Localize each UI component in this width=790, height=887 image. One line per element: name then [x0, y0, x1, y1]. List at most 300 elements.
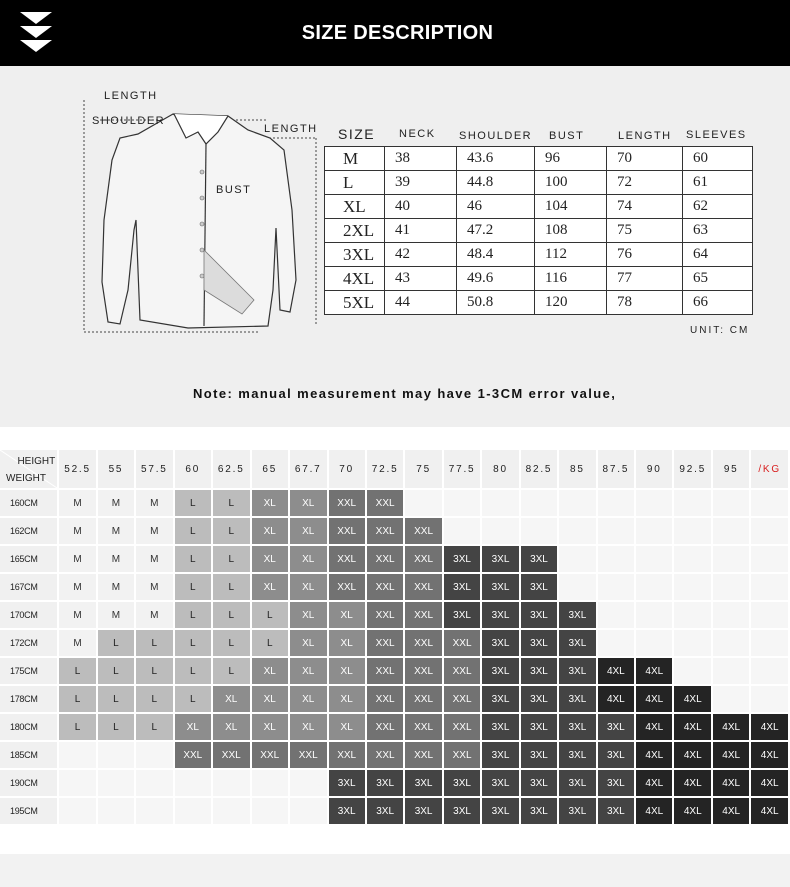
size-recommendation-cell: M — [59, 546, 98, 574]
empty-cell — [598, 630, 637, 658]
size-recommendation-cell: 4XL — [598, 658, 637, 686]
size-chart-table — [324, 146, 753, 315]
size-recommendation-cell: XXL — [367, 742, 406, 770]
size-recommendation-cell: 4XL — [674, 742, 713, 770]
measure-cell: 49.6 — [457, 267, 535, 291]
size-recommendation-cell: L — [175, 658, 213, 686]
size-recommendation-cell: 3XL — [559, 630, 597, 658]
size-recommendation-cell: XXL — [367, 630, 406, 658]
height-row — [0, 658, 790, 686]
size-recommendation-cell: XXL — [367, 686, 406, 714]
empty-cell — [598, 490, 637, 518]
measure-cell: 104 — [535, 195, 607, 219]
empty-cell — [751, 630, 790, 658]
empty-cell — [751, 602, 790, 630]
size-recommendation-cell: 3XL — [329, 798, 367, 826]
size-recommendation-cell: XXL — [444, 686, 483, 714]
weight-header-cell: 92.5 — [674, 450, 713, 490]
size-recommendation-cell: L — [175, 574, 213, 602]
empty-cell — [213, 770, 252, 798]
weight-header-cell: 75 — [405, 450, 443, 490]
measure-cell: 96 — [535, 147, 607, 171]
measure-cell: 108 — [535, 219, 607, 243]
size-recommendation-cell: XXL — [444, 742, 483, 770]
size-recommendation-cell: 3XL — [367, 798, 406, 826]
size-recommendation-cell: M — [59, 630, 98, 658]
empty-cell — [674, 658, 713, 686]
size-recommendation-cell: M — [59, 490, 98, 518]
weight-header-cell: 95 — [713, 450, 751, 490]
size-recommendation-cell: XL — [175, 714, 213, 742]
size-recommendation-cell: XL — [252, 490, 290, 518]
size-recommendation-cell: 3XL — [482, 546, 520, 574]
measure-cell: 116 — [535, 267, 607, 291]
size-cell: XL — [325, 195, 385, 219]
size-recommendation-cell: 3XL — [559, 798, 597, 826]
measure-cell: 75 — [607, 219, 683, 243]
size-recommendation-cell: L — [59, 686, 98, 714]
size-recommendation-cell: XXL — [329, 546, 367, 574]
size-recommendation-cell: XL — [252, 714, 290, 742]
measure-cell: 100 — [535, 171, 607, 195]
size-row — [325, 267, 753, 291]
height-row — [0, 798, 790, 826]
weight-header-cell: 57.5 — [136, 450, 175, 490]
empty-cell — [636, 546, 674, 574]
size-recommendation-cell: 3XL — [521, 770, 560, 798]
measure-cell: 70 — [607, 147, 683, 171]
size-recommendation-cell: 3XL — [444, 602, 483, 630]
size-recommendation-cell: M — [136, 574, 175, 602]
size-recommendation-cell: XXL — [405, 686, 443, 714]
size-recommendation-cell: XL — [213, 714, 252, 742]
size-recommendation-cell: XXL — [252, 742, 290, 770]
size-recommendation-cell: 3XL — [521, 574, 560, 602]
measure-cell: 60 — [683, 147, 753, 171]
size-recommendation-cell: 3XL — [444, 546, 483, 574]
size-recommendation-cell: 3XL — [482, 658, 520, 686]
size-recommendation-cell: M — [59, 574, 98, 602]
weight-unit-label: /KG — [751, 450, 790, 490]
bottom-band — [0, 854, 790, 887]
measure-cell: 112 — [535, 243, 607, 267]
weight-header-cell: 72.5 — [367, 450, 406, 490]
size-recommendation-cell: XL — [329, 658, 367, 686]
size-recommendation-cell: 4XL — [751, 798, 790, 826]
height-label-cell: 175CM — [0, 658, 59, 686]
measure-cell: 43 — [385, 267, 457, 291]
empty-cell — [482, 518, 520, 546]
empty-cell — [252, 770, 290, 798]
size-recommendation-cell: XL — [290, 714, 329, 742]
size-recommendation-cell: XL — [213, 686, 252, 714]
size-recommendation-cell: 3XL — [329, 770, 367, 798]
weight-header-cell: 90 — [636, 450, 674, 490]
size-header: SIZE — [338, 126, 376, 142]
unit-label: UNIT: CM — [690, 325, 750, 336]
size-recommendation-cell: L — [136, 630, 175, 658]
measure-cell: 65 — [683, 267, 753, 291]
size-recommendation-cell: XL — [290, 518, 329, 546]
size-recommendation-cell: L — [213, 602, 252, 630]
size-recommendation-cell: M — [136, 490, 175, 518]
size-recommendation-cell: XXL — [329, 518, 367, 546]
size-cell: L — [325, 171, 385, 195]
bust-header: BUST — [549, 130, 585, 142]
size-recommendation-cell: 3XL — [482, 686, 520, 714]
empty-cell — [674, 546, 713, 574]
diagram-label-shoulder: SHOULDER — [92, 115, 166, 127]
size-recommendation-cell: 4XL — [636, 798, 674, 826]
size-recommendation-cell: 3XL — [598, 798, 637, 826]
measure-cell: 40 — [385, 195, 457, 219]
empty-cell — [751, 686, 790, 714]
size-cell: 3XL — [325, 243, 385, 267]
empty-cell — [444, 518, 483, 546]
measure-cell: 61 — [683, 171, 753, 195]
size-row — [325, 147, 753, 171]
empty-cell — [559, 546, 597, 574]
height-label-cell: 180CM — [0, 714, 59, 742]
size-recommendation-cell: 4XL — [674, 798, 713, 826]
measure-cell: 120 — [535, 291, 607, 315]
measure-cell: 64 — [683, 243, 753, 267]
size-recommendation-cell: M — [98, 518, 136, 546]
measure-cell: 76 — [607, 243, 683, 267]
measure-cell: 47.2 — [457, 219, 535, 243]
empty-cell — [213, 798, 252, 826]
height-weight-grid — [0, 450, 790, 826]
empty-cell — [175, 798, 213, 826]
empty-cell — [482, 490, 520, 518]
size-row — [325, 171, 753, 195]
height-row — [0, 630, 790, 658]
size-recommendation-cell: 3XL — [482, 742, 520, 770]
size-recommendation-cell: XXL — [367, 658, 406, 686]
size-cell: 4XL — [325, 267, 385, 291]
size-recommendation-cell: XXL — [405, 658, 443, 686]
corner-weight-label: WEIGHT — [6, 473, 46, 484]
size-recommendation-cell: XL — [290, 490, 329, 518]
size-recommendation-cell: L — [252, 630, 290, 658]
size-recommendation-cell: 3XL — [444, 574, 483, 602]
size-recommendation-cell: XL — [252, 574, 290, 602]
size-recommendation-cell: 3XL — [559, 658, 597, 686]
empty-cell — [136, 742, 175, 770]
measure-cell: 50.8 — [457, 291, 535, 315]
measure-cell: 42 — [385, 243, 457, 267]
size-recommendation-cell: 4XL — [674, 686, 713, 714]
size-recommendation-cell: XXL — [405, 714, 443, 742]
empty-cell — [598, 546, 637, 574]
page-title: SIZE DESCRIPTION — [301, 22, 494, 44]
shirt-diagram — [78, 100, 328, 336]
measure-cell: 43.6 — [457, 147, 535, 171]
size-recommendation-cell: L — [136, 686, 175, 714]
size-recommendation-cell: L — [59, 714, 98, 742]
size-recommendation-cell: M — [98, 574, 136, 602]
empty-cell — [559, 518, 597, 546]
size-recommendation-cell: L — [175, 490, 213, 518]
empty-cell — [713, 546, 751, 574]
size-recommendation-cell: XXL — [367, 518, 406, 546]
size-recommendation-cell: L — [252, 602, 290, 630]
size-recommendation-cell: L — [213, 546, 252, 574]
weight-header-cell: 52.5 — [59, 450, 98, 490]
empty-cell — [713, 658, 751, 686]
size-recommendation-cell: L — [136, 714, 175, 742]
size-recommendation-cell: 3XL — [405, 770, 443, 798]
height-label-cell: 162CM — [0, 518, 59, 546]
size-recommendation-cell: L — [175, 686, 213, 714]
size-recommendation-cell: L — [98, 658, 136, 686]
empty-cell — [674, 518, 713, 546]
size-recommendation-cell: M — [98, 490, 136, 518]
measure-cell: 63 — [683, 219, 753, 243]
weight-header-cell: 77.5 — [444, 450, 483, 490]
empty-cell — [98, 742, 136, 770]
empty-cell — [175, 770, 213, 798]
size-recommendation-cell: M — [59, 518, 98, 546]
height-label-cell: 160CM — [0, 490, 59, 518]
empty-cell — [636, 574, 674, 602]
height-label-cell: 167CM — [0, 574, 59, 602]
size-recommendation-cell: 3XL — [521, 798, 560, 826]
sleeves-header: SLEEVES — [686, 129, 747, 141]
empty-cell — [98, 770, 136, 798]
size-recommendation-cell: L — [98, 686, 136, 714]
size-recommendation-cell: XXL — [367, 574, 406, 602]
empty-cell — [751, 518, 790, 546]
empty-cell — [59, 770, 98, 798]
measure-cell: 72 — [607, 171, 683, 195]
height-row — [0, 490, 790, 518]
measure-cell: 66 — [683, 291, 753, 315]
size-recommendation-cell: L — [136, 658, 175, 686]
measure-cell: 77 — [607, 267, 683, 291]
empty-cell — [559, 574, 597, 602]
empty-cell — [636, 602, 674, 630]
size-recommendation-cell: 3XL — [405, 798, 443, 826]
size-recommendation-cell: 4XL — [598, 686, 637, 714]
size-recommendation-cell: XXL — [367, 490, 406, 518]
size-recommendation-cell: 4XL — [713, 742, 751, 770]
diagram-label-bust: BUST — [216, 184, 252, 196]
size-recommendation-cell: XL — [252, 518, 290, 546]
size-recommendation-cell: XL — [290, 658, 329, 686]
weight-header-cell: 62.5 — [213, 450, 252, 490]
height-row — [0, 546, 790, 574]
height-label-cell: 178CM — [0, 686, 59, 714]
size-recommendation-cell: XXL — [405, 546, 443, 574]
size-recommendation-cell: 3XL — [521, 546, 560, 574]
size-recommendation-cell: 3XL — [444, 798, 483, 826]
size-recommendation-cell: XL — [329, 630, 367, 658]
size-recommendation-cell: L — [213, 658, 252, 686]
height-row — [0, 574, 790, 602]
size-recommendation-cell: 3XL — [367, 770, 406, 798]
size-row — [325, 243, 753, 267]
weight-header-cell: 70 — [329, 450, 367, 490]
size-recommendation-cell: M — [98, 602, 136, 630]
size-recommendation-cell: XL — [290, 630, 329, 658]
empty-cell — [252, 798, 290, 826]
empty-cell — [713, 490, 751, 518]
size-recommendation-cell: XXL — [405, 518, 443, 546]
empty-cell — [136, 798, 175, 826]
size-recommendation-cell: M — [136, 602, 175, 630]
size-recommendation-cell: 4XL — [674, 714, 713, 742]
size-row — [325, 219, 753, 243]
size-recommendation-cell: 3XL — [482, 630, 520, 658]
size-recommendation-cell: XXL — [444, 658, 483, 686]
size-recommendation-cell: L — [98, 630, 136, 658]
size-recommendation-cell: 3XL — [521, 658, 560, 686]
size-recommendation-cell: 4XL — [751, 770, 790, 798]
size-recommendation-cell: XL — [290, 546, 329, 574]
weight-header-cell: 85 — [559, 450, 597, 490]
weight-header-cell: 67.7 — [290, 450, 329, 490]
size-recommendation-cell: M — [59, 602, 98, 630]
size-recommendation-cell: L — [175, 518, 213, 546]
size-recommendation-cell: 3XL — [559, 602, 597, 630]
empty-cell — [751, 490, 790, 518]
measure-cell: 78 — [607, 291, 683, 315]
size-recommendation-cell: 3XL — [482, 770, 520, 798]
weight-header-cell: 82.5 — [521, 450, 560, 490]
neck-header: NECK — [399, 128, 436, 140]
size-recommendation-cell: 3XL — [444, 770, 483, 798]
size-recommendation-cell: 3XL — [598, 770, 637, 798]
size-recommendation-cell: XXL — [367, 714, 406, 742]
empty-cell — [598, 518, 637, 546]
weight-header-row — [0, 450, 790, 490]
size-recommendation-cell: M — [98, 546, 136, 574]
size-recommendation-cell: XXL — [405, 742, 443, 770]
corner-height-label: HEIGHT — [17, 456, 56, 467]
empty-cell — [713, 574, 751, 602]
height-row — [0, 742, 790, 770]
measure-cell: 48.4 — [457, 243, 535, 267]
weight-header-cell: 55 — [98, 450, 136, 490]
size-row — [325, 291, 753, 315]
empty-cell — [674, 574, 713, 602]
measure-cell: 62 — [683, 195, 753, 219]
size-recommendation-cell: 4XL — [636, 686, 674, 714]
empty-cell — [751, 658, 790, 686]
height-label-cell: 190CM — [0, 770, 59, 798]
size-recommendation-cell: XXL — [329, 742, 367, 770]
measurement-note: Note: manual measurement may have 1-3CM error value, — [193, 386, 617, 401]
size-recommendation-cell: XXL — [175, 742, 213, 770]
empty-cell — [559, 490, 597, 518]
empty-cell — [751, 546, 790, 574]
size-recommendation-cell: XL — [252, 546, 290, 574]
size-cell: M — [325, 147, 385, 171]
height-label-cell: 170CM — [0, 602, 59, 630]
size-recommendation-cell: XXL — [329, 490, 367, 518]
size-recommendation-cell: XL — [252, 686, 290, 714]
empty-cell — [598, 602, 637, 630]
diagram-label-length-right: LENGTH — [264, 123, 318, 135]
empty-cell — [59, 742, 98, 770]
size-recommendation-cell: 4XL — [636, 742, 674, 770]
empty-cell — [674, 630, 713, 658]
weight-header-cell: 87.5 — [598, 450, 637, 490]
diagram-label-length-top: LENGTH — [104, 90, 158, 102]
size-recommendation-cell: 4XL — [636, 658, 674, 686]
size-recommendation-cell: XXL — [290, 742, 329, 770]
size-recommendation-cell: L — [98, 714, 136, 742]
empty-cell — [405, 490, 443, 518]
size-recommendation-cell: 3XL — [482, 602, 520, 630]
size-recommendation-cell: XXL — [367, 546, 406, 574]
empty-cell — [636, 518, 674, 546]
empty-cell — [674, 602, 713, 630]
measure-cell: 46 — [457, 195, 535, 219]
empty-cell — [713, 686, 751, 714]
height-row — [0, 686, 790, 714]
shoulder-header: SHOULDER — [459, 130, 533, 142]
size-recommendation-cell: L — [213, 518, 252, 546]
empty-cell — [290, 770, 329, 798]
size-recommendation-cell: 3XL — [559, 742, 597, 770]
height-label-cell: 165CM — [0, 546, 59, 574]
size-recommendation-cell: XXL — [405, 630, 443, 658]
empty-cell — [290, 798, 329, 826]
empty-cell — [59, 798, 98, 826]
size-recommendation-cell: 3XL — [559, 770, 597, 798]
size-recommendation-cell: 3XL — [482, 574, 520, 602]
size-recommendation-cell: L — [175, 546, 213, 574]
size-recommendation-cell: 4XL — [674, 770, 713, 798]
header-bar — [0, 0, 790, 66]
measure-cell: 44 — [385, 291, 457, 315]
height-row — [0, 714, 790, 742]
empty-cell — [98, 798, 136, 826]
height-row — [0, 518, 790, 546]
empty-cell — [713, 630, 751, 658]
size-recommendation-cell: XL — [329, 602, 367, 630]
size-recommendation-cell: XXL — [367, 602, 406, 630]
empty-cell — [521, 518, 560, 546]
height-label-cell: 195CM — [0, 798, 59, 826]
height-row — [0, 770, 790, 798]
size-recommendation-cell: L — [175, 630, 213, 658]
length-header: LENGTH — [618, 130, 672, 142]
size-recommendation-cell: L — [213, 490, 252, 518]
size-recommendation-cell: 4XL — [713, 714, 751, 742]
size-row — [325, 195, 753, 219]
size-recommendation-cell: 4XL — [636, 714, 674, 742]
empty-cell — [136, 770, 175, 798]
empty-cell — [751, 574, 790, 602]
size-recommendation-cell: 3XL — [521, 714, 560, 742]
size-recommendation-cell: 3XL — [598, 714, 637, 742]
size-recommendation-cell: 4XL — [751, 742, 790, 770]
size-recommendation-cell: 3XL — [559, 714, 597, 742]
size-recommendation-cell: 3XL — [521, 602, 560, 630]
size-recommendation-cell: XL — [290, 602, 329, 630]
size-recommendation-cell: 3XL — [598, 742, 637, 770]
weight-header-cell: 65 — [252, 450, 290, 490]
height-label-cell: 172CM — [0, 630, 59, 658]
size-recommendation-cell: 4XL — [713, 798, 751, 826]
height-label-cell: 185CM — [0, 742, 59, 770]
size-recommendation-cell: L — [59, 658, 98, 686]
measure-cell: 38 — [385, 147, 457, 171]
size-recommendation-cell: 3XL — [559, 686, 597, 714]
